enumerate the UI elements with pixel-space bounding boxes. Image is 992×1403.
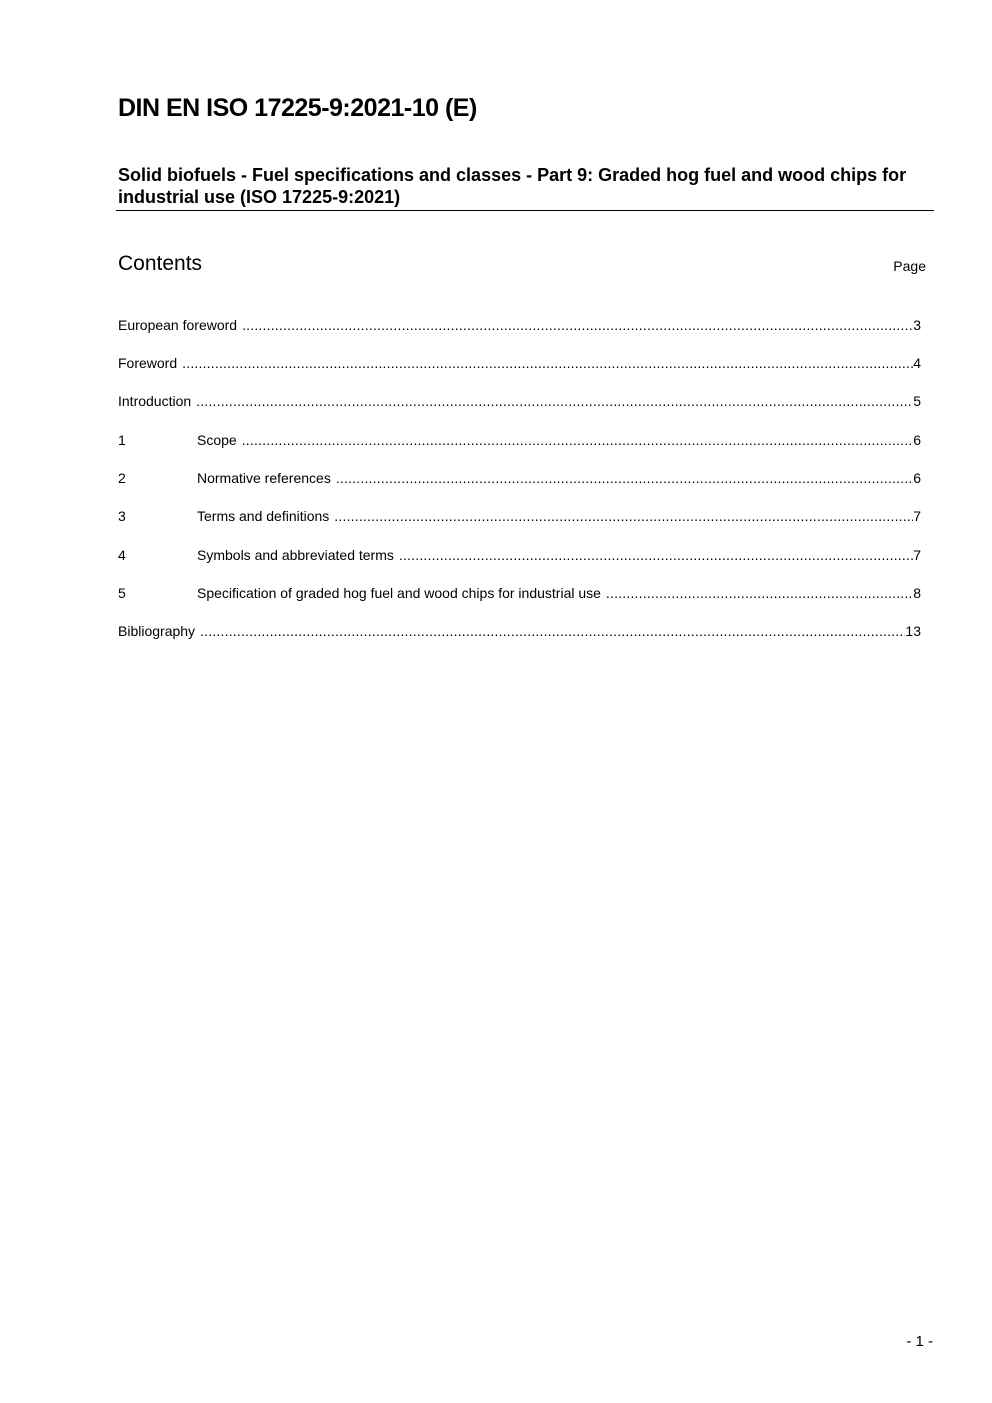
toc-entry-bibliography[interactable] xyxy=(118,621,921,641)
toc-entry-title: Introduction xyxy=(118,393,192,409)
toc-entry-number: 5 xyxy=(118,585,126,601)
toc-dot-leader xyxy=(242,430,914,450)
toc-dot-leader xyxy=(196,391,913,411)
toc-entry-title: Symbols and abbreviated terms xyxy=(197,547,394,563)
toc-dot-leader xyxy=(606,583,913,603)
toc-entry-terms-and-definitions[interactable] xyxy=(118,506,921,526)
toc-entry-number: 4 xyxy=(118,547,126,563)
toc-entry-page: 7 xyxy=(913,547,921,563)
document-subtitle: Solid biofuels - Fuel specifications and classes - Part 9: Graded hog fuel and wood chips for industrial use (ISO 17225-9:2021) xyxy=(118,165,907,207)
page-number: - 1 - xyxy=(906,1333,933,1350)
toc-dot-leader xyxy=(182,353,913,373)
toc-entry-symbols-and-abbreviated-terms[interactable] xyxy=(118,545,921,565)
toc-entry-scope[interactable] xyxy=(118,430,921,450)
toc-entry-european-foreword[interactable] xyxy=(118,315,921,335)
toc-entry-page: 13 xyxy=(905,623,921,639)
document-title: DIN EN ISO 17225-9:2021-10 (E) xyxy=(118,94,477,122)
toc-entry-number: 2 xyxy=(118,470,126,486)
toc-entry-number: 1 xyxy=(118,432,126,448)
toc-entry-title: Foreword xyxy=(118,355,178,371)
toc-dot-leader xyxy=(336,468,913,488)
toc-entry-page: 6 xyxy=(913,470,921,486)
toc-entry-normative-references[interactable] xyxy=(118,468,921,488)
toc-entry-number: 3 xyxy=(118,508,126,524)
toc-dot-leader xyxy=(334,506,913,526)
toc-dot-leader xyxy=(200,621,905,641)
toc-entry-title: European foreword xyxy=(118,317,238,333)
toc-entry-page: 7 xyxy=(913,508,921,524)
toc-entry-title: Scope xyxy=(197,432,237,448)
page-column-label: Page xyxy=(893,258,926,274)
toc-entry-title: Bibliography xyxy=(118,623,196,639)
toc-dot-leader xyxy=(242,315,913,335)
contents-heading: Contents xyxy=(118,252,203,275)
toc-entry-page: 8 xyxy=(913,585,921,601)
toc-entry-foreword[interactable] xyxy=(118,353,921,373)
toc-entry-title: Terms and definitions xyxy=(197,508,330,524)
toc-entry-title: Specification of graded hog fuel and wood chips for industrial use xyxy=(197,585,601,601)
toc-entry-page: 6 xyxy=(913,432,921,448)
toc-entry-introduction[interactable] xyxy=(118,391,921,411)
title-divider xyxy=(116,210,934,211)
toc-entry-page: 5 xyxy=(913,393,921,409)
toc-entry-title: Normative references xyxy=(197,470,331,486)
toc-entry-specification[interactable] xyxy=(118,583,921,603)
toc-entry-page: 4 xyxy=(913,355,921,371)
toc-dot-leader xyxy=(399,545,913,565)
toc-entry-page: 3 xyxy=(913,317,921,333)
